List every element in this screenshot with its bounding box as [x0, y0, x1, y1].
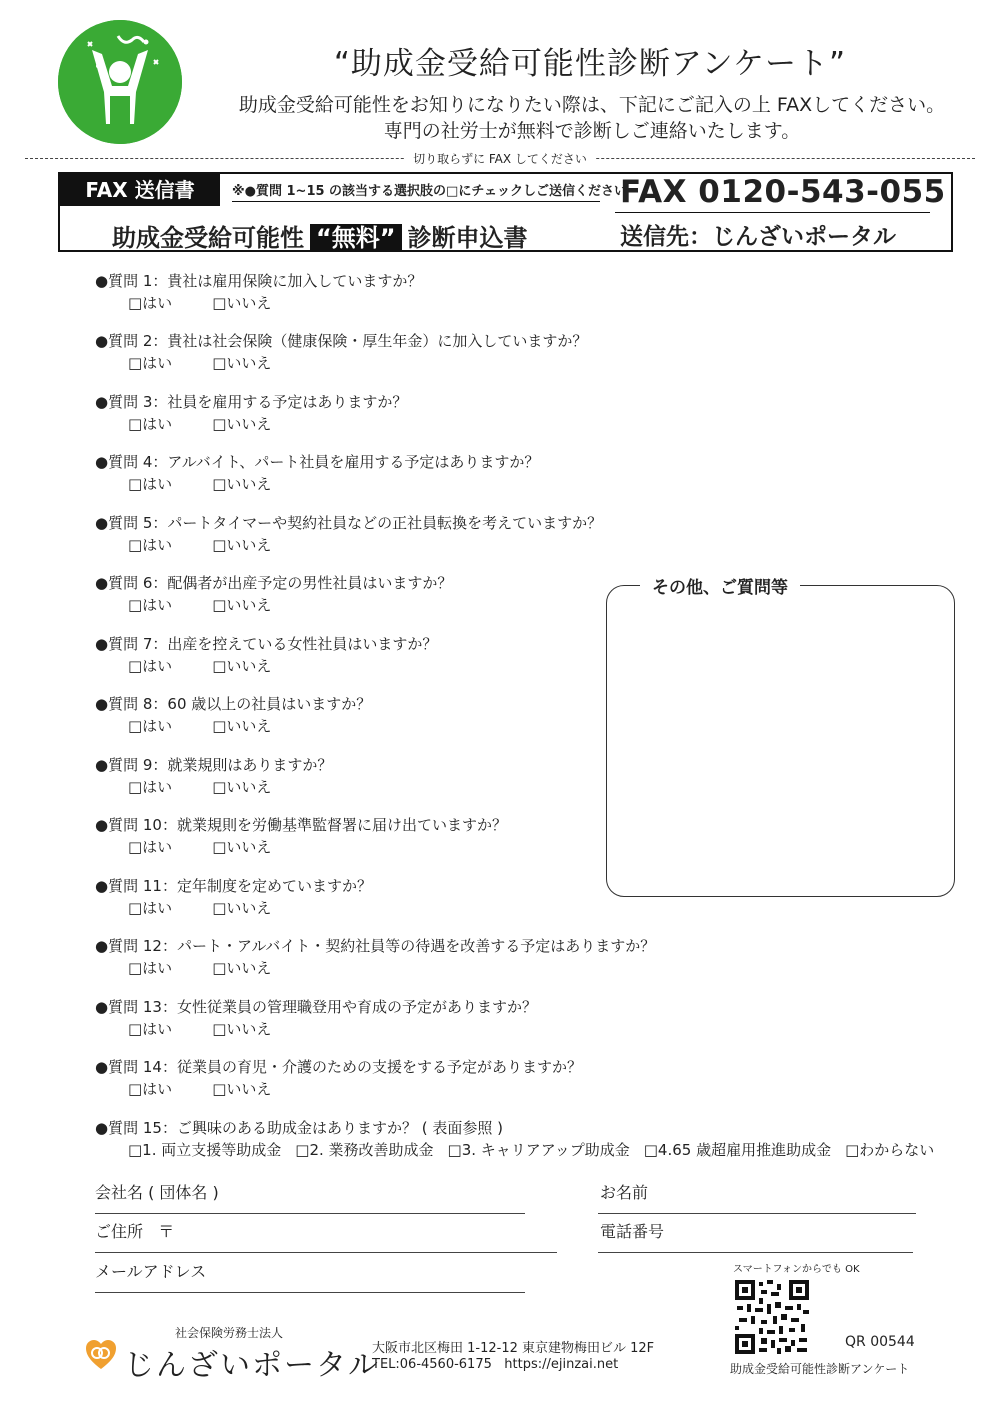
cut-line-text: 切り取らずに FAX してください	[405, 152, 595, 166]
checkbox-yes[interactable]: □はい	[128, 354, 173, 372]
question-1	[95, 270, 422, 314]
corp-address: 大阪市北区梅田 1-12-12 東京建物梅田ビル 12F	[372, 1341, 655, 1356]
subtitle-line-1: 助成金受給可能性をお知りになりたい際は、下記にご記入の上 FAXしてください。	[238, 94, 946, 116]
question-text: ●質問 9：就業規則はありますか？	[95, 756, 333, 774]
question-4	[95, 451, 539, 495]
checkbox-option-unknown[interactable]: □わからない	[845, 1141, 935, 1159]
application-title-post: 診断申込書	[407, 224, 528, 252]
address-field[interactable]	[95, 1252, 557, 1253]
checkbox-yes[interactable]: □はい	[128, 657, 173, 675]
name-label: お名前	[600, 1183, 649, 1202]
checkbox-no[interactable]: □いいえ	[212, 354, 272, 372]
phone-label: 電話番号	[600, 1222, 665, 1241]
qr-code-icon[interactable]	[735, 1280, 809, 1354]
question-8	[95, 693, 371, 737]
divider	[615, 212, 930, 213]
application-title-pre: 助成金受給可能性	[112, 224, 304, 252]
question-7	[95, 633, 437, 677]
question-text: ●質問 11：定年制度を定めていますか？	[95, 877, 372, 895]
corp-tel: TEL:06-4560-6175	[372, 1357, 492, 1372]
heart-logo-icon	[84, 1338, 118, 1372]
question-3	[95, 391, 407, 435]
checkbox-yes[interactable]: □はい	[128, 778, 173, 796]
page-title: “助成金受給可能性診断アンケート”	[333, 46, 847, 82]
other-questions-label: その他、ご質問等	[640, 573, 800, 598]
checkbox-yes[interactable]: □はい	[128, 536, 173, 554]
application-title	[112, 218, 528, 253]
checkbox-option-2[interactable]: □2. 業務改善助成金	[295, 1141, 434, 1159]
free-badge: “無料”	[310, 224, 402, 252]
checkbox-yes[interactable]: □はい	[128, 475, 173, 493]
qr-caption: 助成金受給可能性診断アンケート	[730, 1362, 910, 1376]
smartphone-note: スマートフォンからでも OK	[733, 1264, 860, 1275]
question-5	[95, 512, 602, 556]
checkbox-no[interactable]: □いいえ	[212, 778, 272, 796]
phone-field[interactable]	[598, 1252, 913, 1253]
checkbox-option-1[interactable]: □1. 両立支援等助成金	[128, 1141, 282, 1159]
question-text: ●質問 15：ご興味のある助成金はありますか？ ( 表面参照 )	[95, 1119, 503, 1137]
question-text: ●質問 10：就業規則を労働基準監督署に届け出ていますか？	[95, 816, 507, 834]
question-text: ●質問 1：貴社は雇用保険に加入していますか？	[95, 272, 423, 290]
company-label: 会社名 ( 団体名 )	[95, 1183, 219, 1202]
checkbox-no[interactable]: □いいえ	[212, 899, 272, 917]
divider	[232, 201, 600, 202]
checkbox-yes[interactable]: □はい	[128, 415, 173, 433]
checkbox-no[interactable]: □いいえ	[212, 838, 272, 856]
checkbox-yes[interactable]: □はい	[128, 596, 173, 614]
corp-url[interactable]: https://ejinzai.net	[504, 1357, 619, 1372]
question-9	[95, 754, 332, 798]
checkbox-yes[interactable]: □はい	[128, 838, 173, 856]
checkbox-yes[interactable]: □はい	[128, 294, 173, 312]
corp-type: 社会保険労務士法人	[175, 1326, 284, 1340]
question-text: ●質問 13：女性従業員の管理職登用や育成の予定がありますか？	[95, 998, 537, 1016]
checkbox-no[interactable]: □いいえ	[212, 717, 272, 735]
question-14	[95, 1056, 582, 1100]
question-text: ●質問 5：パートタイマーや契約社員などの正社員転換を考えていますか？	[95, 514, 603, 532]
checkbox-no[interactable]: □いいえ	[212, 1080, 272, 1098]
question-11	[95, 875, 372, 919]
email-label: メールアドレス	[95, 1262, 207, 1281]
checkbox-yes[interactable]: □はい	[128, 899, 173, 917]
question-12	[95, 935, 655, 979]
checkbox-yes[interactable]: □はい	[128, 959, 173, 977]
checkbox-no[interactable]: □いいえ	[212, 536, 272, 554]
question-text: ●質問 6：配偶者が出産予定の男性社員はいますか？	[95, 574, 453, 592]
name-field[interactable]	[598, 1213, 916, 1214]
corp-contact	[372, 1357, 618, 1372]
question-15	[95, 1117, 948, 1161]
checkbox-yes[interactable]: □はい	[128, 1020, 173, 1038]
checkbox-no[interactable]: □いいえ	[212, 1020, 272, 1038]
destination: 送信先：じんざいポータル	[620, 224, 896, 250]
question-text: ●質問 3：社員を雇用する予定はありますか？	[95, 393, 408, 411]
question-text: ●質問 8：60 歳以上の社員はいますか？	[95, 695, 372, 713]
company-field[interactable]	[95, 1213, 525, 1214]
checkbox-no[interactable]: □いいえ	[212, 959, 272, 977]
question-text: ●質問 2：貴社は社会保険（健康保険・厚生年金）に加入していますか？	[95, 332, 588, 350]
checkbox-option-3[interactable]: □3. キャリアアップ助成金	[447, 1141, 630, 1159]
checkbox-no[interactable]: □いいえ	[212, 475, 272, 493]
email-field[interactable]	[95, 1292, 525, 1293]
question-6	[95, 572, 452, 616]
cut-line	[25, 150, 975, 166]
checkbox-no[interactable]: □いいえ	[212, 596, 272, 614]
checkbox-yes[interactable]: □はい	[128, 1080, 173, 1098]
postal-mark: 〒	[158, 1222, 175, 1241]
checkbox-yes[interactable]: □はい	[128, 717, 173, 735]
checkbox-no[interactable]: □いいえ	[212, 657, 272, 675]
other-questions-textarea[interactable]	[606, 585, 955, 897]
question-text: ●質問 7：出産を控えている女性社員はいますか？	[95, 635, 438, 653]
qr-code-id: QR 00544	[845, 1334, 915, 1350]
question-text: ●質問 4：アルバイト、パート社員を雇用する予定はありますか？	[95, 453, 540, 471]
question-text: ●質問 12：パート・アルバイト・契約社員等の待遇を改善する予定はありますか？	[95, 937, 656, 955]
subtitle-line-2: 専門の社労士が無料で診断しご連絡いたします。	[383, 120, 801, 142]
checkbox-no[interactable]: □いいえ	[212, 294, 272, 312]
question-text: ●質問 14：従業員の育児・介護のための支援をする予定がありますか？	[95, 1058, 582, 1076]
fax-number: FAX 0120-543-055	[620, 174, 946, 210]
corp-name: じんざいポータル	[124, 1348, 380, 1383]
checkbox-option-4[interactable]: □4.65 歳超雇用推進助成金	[643, 1141, 832, 1159]
question-2	[95, 330, 587, 374]
question-13	[95, 996, 537, 1040]
address-label: ご住所 〒	[95, 1222, 175, 1241]
checkbox-no[interactable]: □いいえ	[212, 415, 272, 433]
fax-label: FAX 送信書	[60, 174, 220, 206]
question-10	[95, 814, 507, 858]
logo-icon	[58, 20, 182, 144]
fax-instruction: ※●質問 1~15 の該当する選択肢の□にチェックしご送信ください	[232, 184, 627, 199]
